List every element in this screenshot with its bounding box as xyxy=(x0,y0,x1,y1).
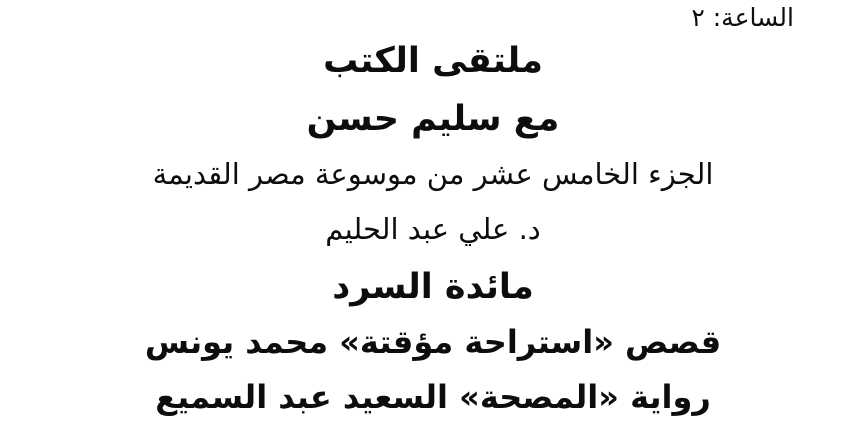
program-host: مع سليم حسن xyxy=(306,99,560,139)
author-name: د. علي عبد الحليم xyxy=(325,212,541,246)
session-item-1: قصص «استراحة مؤقتة» محمد يونس xyxy=(144,323,722,361)
program-title: ملتقى الكتب xyxy=(323,41,543,81)
book-volume-line: الجزء الخامس عشر من موسوعة مصر القديمة xyxy=(152,157,714,191)
session-item-2: رواية «المصحة» السعيد عبد السميع xyxy=(155,378,711,416)
time-label: الساعة: ٢ xyxy=(691,3,794,32)
section-title: مائدة السرد xyxy=(332,267,534,307)
